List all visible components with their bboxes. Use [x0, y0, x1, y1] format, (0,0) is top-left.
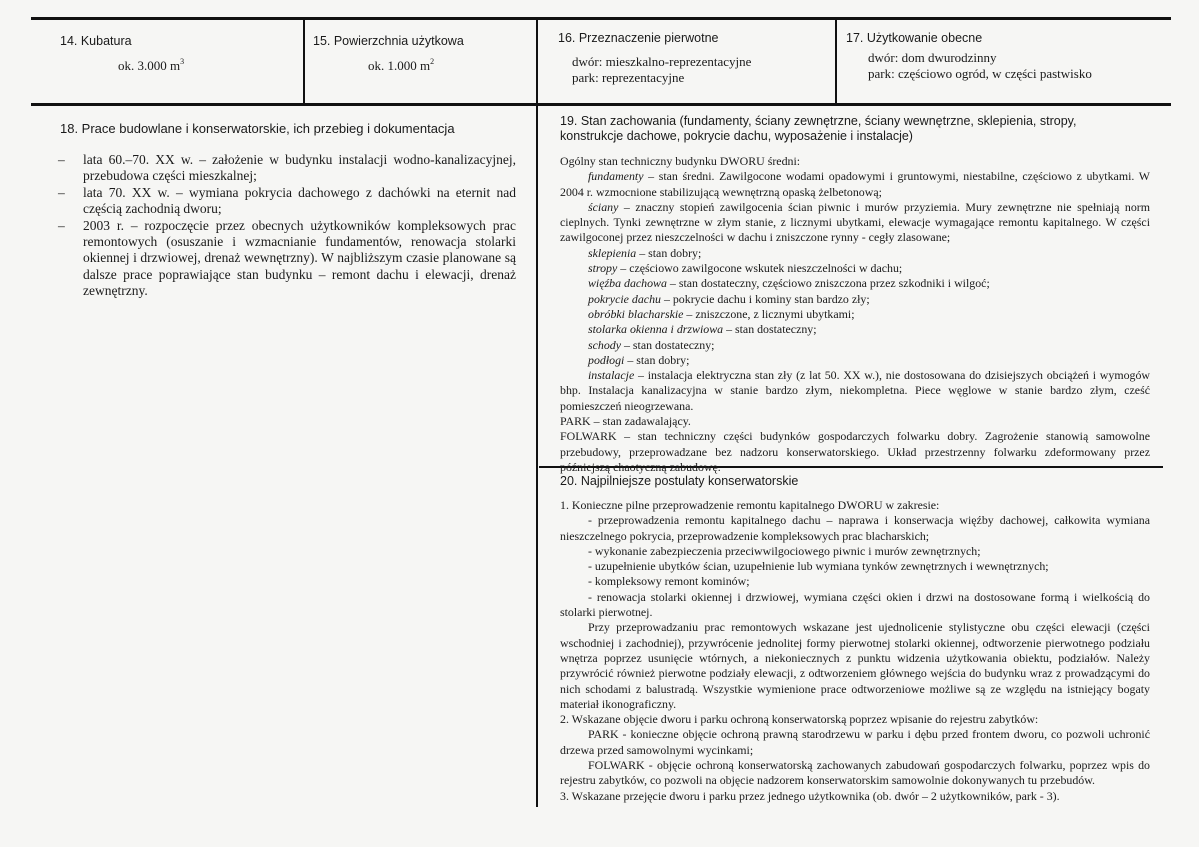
field-18-list — [58, 152, 516, 300]
list-item: stropy – częściowo zawilgocone wskutek nieszczelności w dachu; — [588, 261, 903, 276]
field-14-value: ok. 3.000 $m^3$ — [118, 57, 185, 73]
postulate-2-folwark: FOLWARK - objęcie ochroną konserwatorską zachowanych zabudowań gospodarczych folwarku, poprzez wpis do rejestru zabytków, co pozwoli na objęcie nadzorem konserwatorskim samowolnie dokonywanych tu przebudów. — [560, 758, 1150, 788]
list-item: fundamenty – stan średni. Zawilgocone wodami opadowymi i gruntowymi, niestabilne, częściowo z ubytkami. W 2004 r. wzmocnione stabilizującą wewnętrzną opaską żelbetonową; — [560, 169, 1150, 199]
list-item: schody – stan dostateczny; — [588, 337, 715, 352]
list-item: – lata 70. XX w. – wymiana pokrycia dachowego z dachówki na eternit nad częścią zachodnią dworu; — [58, 184, 516, 217]
folwark-status: FOLWARK – stan techniczny części budynków gospodarczych folwarku dobry. Zagrożenie stanowią samowolne przebudowy, przeprowadzane bez nadzoru konserwatorskiego. Układ przestrzenny folwarku zdeformowany przez późniejszą chaotyczną zabudowę. — [560, 429, 1150, 474]
postulate-3: 3. Wskazane przejęcie dworu i parku przez jednego użytkownika (ob. dwór – 2 użytkowników, park - 3). — [560, 788, 1060, 803]
list-item: - renowacja stolarki okiennej i drzwiowej, wymiana części okien i drzwi na dostosowane formą i wielkością do stolarki pierwotnej. — [560, 589, 1150, 620]
list-item: ściany – znaczny stopień zawilgocenia ścian piwnic i murów przyziemia. Mury zewnętrzne nie spełniają norm cieplnych. Tynki zewnętrzne w złym stanie, z licznymi ubytkami, elewacje wymagające remontu kapitalnego. W części zawilgoconej przez nieszczelności w dachu i zniszczone rynny - cegły zlasowane; — [560, 199, 1150, 245]
field-19-body — [560, 154, 1150, 475]
list-item: sklepienia – stan dobry; — [588, 245, 702, 260]
intro-line: Ogólny stan techniczny budynku DWORU średni: — [560, 154, 801, 168]
postulate-1-note: Przy przeprowadzaniu prac remontowych wskazane jest ujednolicenie stylistyczne obu części elewacji (części wschodniej i zachodniej), przywrócenie jednolitej formy pierwotnej stolarki okiennej, odtworzenie pierwotnego podziału wnętrza poprzez usunięcie wtórnych, a niekoniecznych z punktu widzenia użytkowania obiektu, podziałów. Należy przywrócić również pierwotne podziały elewacji, z odtworzeniem głównego wejścia do budynku wraz z prowadzącymi do nich schodami z balustradą. Wszystkie wymienione prace odtworzeniowe możliwe są ze względu na istniejący bogaty materiał ikonograficzny. — [560, 620, 1150, 711]
park-status: PARK – stan zadawalający. — [560, 414, 691, 429]
postulate-2: 2. Wskazane objęcie dworu i parku ochroną konserwatorską poprzez wpisanie do rejestru zabytków: — [560, 712, 1039, 727]
mid-rule — [31, 103, 1171, 106]
list-item: stolarka okienna i drzwiowa – stan dostateczny; — [588, 322, 817, 337]
list-item: – lata 60.–70. XX w. – założenie w budynku instalacji wodno-kanalizacyjnej, przebudowa części mieszkalnej; — [58, 152, 516, 184]
postulate-2-park: PARK - konieczne objęcie ochroną prawną starodrzewu w parku i dębu przed frontem dworu, co pozwoli uchronić drzewa przed samowolnymi wycinkami; — [560, 727, 1150, 757]
field-16-value: dwór: mieszkalno-reprezentacyjne park: reprezentacyjne — [572, 54, 752, 85]
field-15-value: ok. 1.000 $m^2$ — [368, 57, 435, 73]
list-item: więźba dachowa – stan dostateczny, częściowo zniszczona przez szkodniki i wilgoć; — [588, 276, 990, 291]
list-item: podłogi – stan dobry; — [588, 352, 690, 367]
list-item: pokrycie dachu – pokrycie dachu i kominy stan bardzo zły; — [588, 291, 870, 306]
list-item: – 2003 r. – rozpoczęcie przez obecnych użytkowników kompleksowych prac remontowych (osuszanie i wzmacnianie fundamentów, renowacja stolarki okiennej i drzwiowej, drenaż wewnętrzny). W najbliższym czasie planowane są dalsze prace poprawiające stan budynku – remont dachu i elewacji, drenaż zewnętrzny. — [58, 217, 516, 299]
list-item: obróbki blacharskie – zniszczone, z licznymi ubytkami; — [588, 306, 855, 321]
field-20-label: 20. Najpilniejsze postulaty konserwatorskie — [560, 474, 799, 488]
list-item: instalacje – instalacja elektryczna stan zły (z lat 50. XX w.), nie dostosowana do dzisiejszych obciążeń i wymogów bhp. Instalacja kanalizacyjna w stanie bardzo złym, niekompletna. Piece węglowe w stanie bardzo złym, cześć pomieszczeń nieogrzewana. — [560, 368, 1150, 413]
field-20-body — [560, 498, 1150, 804]
divider-15-16 — [536, 17, 538, 807]
list-item: - kompleksowy remont kominów; — [588, 574, 750, 589]
divider-16-17 — [835, 17, 837, 105]
field-17-label: 17. Użytkowanie obecne — [846, 31, 983, 45]
field-15-label: 15. Powierzchnia użytkowa — [313, 34, 464, 48]
list-item: - przeprowadzenia remontu kapitalnego dachu – naprawa i konserwacja więźby dachowej, całkowita wymiana nieszczelnego pokrycia, przeprowadzenie kompleksowych prac blacharskich; — [560, 513, 1150, 543]
field-14-label: 14. Kubatura — [60, 34, 132, 48]
field-16-label: 16. Przeznaczenie pierwotne — [558, 31, 719, 45]
field-17-value: dwór: dom dwurodzinny park: częściowo ogród, w części pastwisko — [868, 50, 1092, 81]
top-rule — [31, 17, 1171, 20]
field-19-label: 19. Stan zachowania (fundamenty, ściany zewnętrzne, ściany wewnętrzne, sklepienia, stropy, konstrukcje dachowe, pokrycie dachu, wyposażenie i instalacje) — [560, 114, 1077, 143]
field-18-label: 18. Prace budowlane i konserwatorskie, ich przebieg i dokumentacja — [60, 121, 455, 136]
list-item: - wykonanie zabezpieczenia przeciwwilgociowego piwnic i murów zewnętrznych; — [588, 543, 981, 558]
divider-14-15 — [303, 17, 305, 105]
list-item: - uzupełnienie ubytków ścian, uzupełnienie lub wymiana tynków zewnętrznych i wewnętrznych; — [588, 559, 1049, 574]
postulate-1: 1. Konieczne pilne przeprowadzenie remontu kapitalnego DWORU w zakresie: — [560, 498, 940, 512]
